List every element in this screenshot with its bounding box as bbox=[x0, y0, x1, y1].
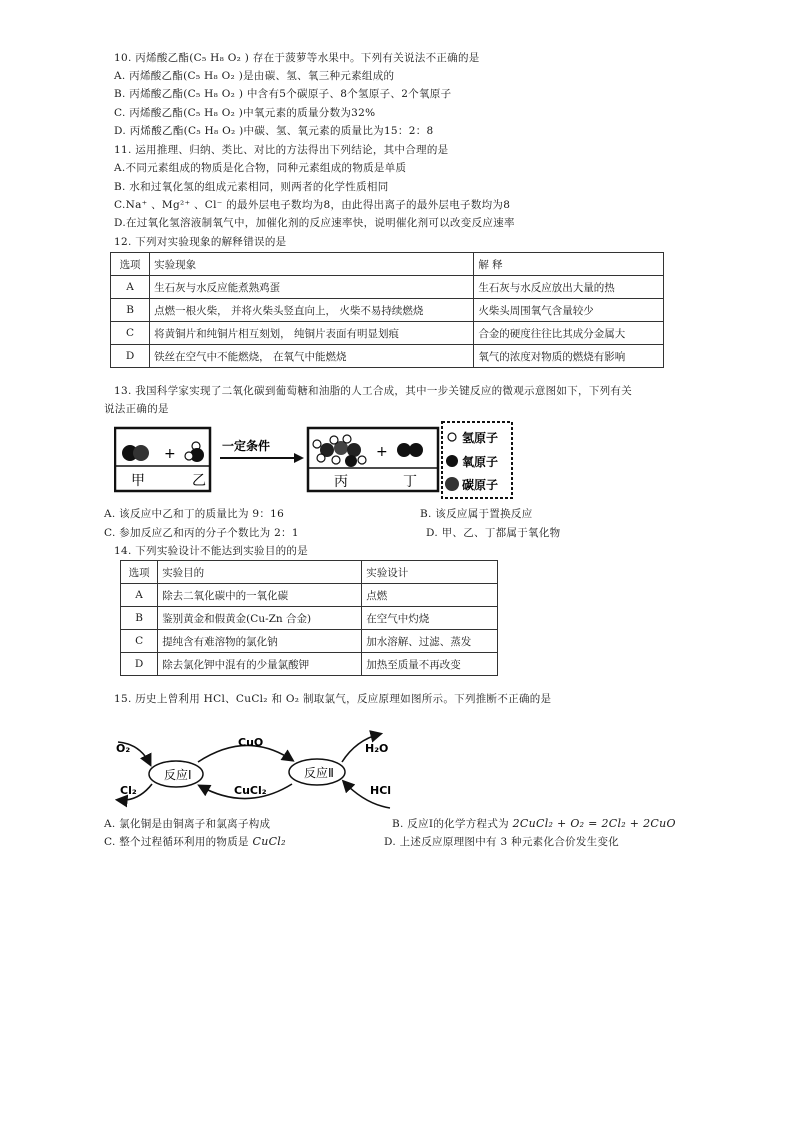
hydrogen-atom bbox=[185, 452, 193, 460]
table-cell: B bbox=[121, 607, 158, 630]
arrow-head bbox=[294, 453, 304, 463]
table-cell: 合金的硬度往往比其成分金属大 bbox=[474, 322, 664, 345]
table-header-cell: 选项 bbox=[121, 561, 158, 584]
cl2-label: Cl₂ bbox=[120, 784, 137, 797]
q15-option-c-text: C. 整个过程循环利用的物质是 bbox=[104, 836, 253, 848]
table-cell: 加水溶解、过滤、蒸发 bbox=[362, 630, 498, 653]
q11-option-b: B. 水和过氧化氢的组成元素相同，则两者的化学性质相同 bbox=[114, 181, 389, 193]
table-header-cell: 实验目的 bbox=[158, 561, 362, 584]
table-header-cell: 选项 bbox=[111, 253, 150, 276]
q11-stem: 11. 运用推理、归纳、类比、对比的方法得出下列结论，其中合理的是 bbox=[114, 144, 449, 156]
q10-option-d: D. 丙烯酸乙酯(C₅ H₈ O₂ )中碳、氢、氧元素的质量比为15：2：8 bbox=[114, 125, 434, 137]
q10-stem: 10. 丙烯酸乙酯(C₅ H₈ O₂ ) 存在于菠萝等水果中。下列有关说法不正确的是 bbox=[114, 52, 480, 64]
table-cell: 鉴别黄金和假黄金(Cu-Zn 合金) bbox=[158, 607, 362, 630]
table-cell: B bbox=[111, 299, 150, 322]
table-cell: 除去氯化钾中混有的少量氯酸钾 bbox=[158, 653, 362, 676]
table-row bbox=[111, 345, 664, 368]
table-cell: 铁丝在空气中不能燃烧， 在氧气中能燃烧 bbox=[150, 345, 474, 368]
table-cell: 氧气的浓度对物质的燃烧有影响 bbox=[474, 345, 664, 368]
q13-stem-line2: 说法正确的是 bbox=[104, 403, 169, 415]
reaction-1-label: 反应Ⅰ bbox=[164, 768, 192, 782]
legend-oxygen: 氧原子 bbox=[462, 455, 499, 469]
table-cell: 在空气中灼烧 bbox=[362, 607, 498, 630]
plus-sign: + bbox=[164, 446, 176, 462]
table-cell: 火柴头周围氧气含量较少 bbox=[474, 299, 664, 322]
table-cell: D bbox=[121, 653, 158, 676]
oxygen-atom bbox=[397, 443, 411, 457]
q13-reaction-diagram bbox=[114, 420, 514, 500]
hcl-label: HCl bbox=[370, 784, 392, 797]
q11-option-c: C.Na⁺ 、Mg²⁺ 、Cl⁻ 的最外层电子数均为8，由此得出离子的最外层电子数均为8 bbox=[114, 199, 511, 211]
table-cell: 点燃一根火柴， 并将火柴头竖直向上， 火柴不易持续燃烧 bbox=[150, 299, 474, 322]
q15-option-d: D. 上述反应原理图中有 3 种元素化合价发生变化 bbox=[384, 836, 620, 848]
cuo-label: CuO bbox=[238, 736, 264, 749]
q15-option-b-text: B. 反应Ⅰ的化学方程式为 bbox=[392, 818, 513, 830]
table-cell: C bbox=[121, 630, 158, 653]
q13-option-c: C. 参加反应乙和丙的分子个数比为 2：1 bbox=[104, 527, 299, 539]
product-box bbox=[308, 428, 438, 491]
q15-option-c-formula: CuCl₂ bbox=[252, 835, 286, 848]
oxygen-atom-legend-icon bbox=[446, 455, 458, 467]
table-row bbox=[121, 607, 498, 630]
oxygen-atom bbox=[347, 443, 361, 457]
oxygen-atom bbox=[345, 455, 357, 467]
q10-option-b: B. 丙烯酸乙酯(C₅ H₈ O₂ ) 中含有5个碳原子、8个氢原子、2个氧原子 bbox=[114, 88, 452, 100]
q13-option-b: B. 该反应属于置换反应 bbox=[420, 508, 533, 520]
reaction-2-label: 反应Ⅱ bbox=[304, 766, 334, 780]
table-header-cell: 实验现象 bbox=[150, 253, 474, 276]
table-cell: 生石灰与水反应放出大量的热 bbox=[474, 276, 664, 299]
q15-option-c bbox=[104, 835, 286, 849]
table-cell: A bbox=[111, 276, 150, 299]
table-header-row bbox=[111, 253, 664, 276]
q15-stem: 15. 历史上曾利用 HCl、CuCl₂ 和 O₂ 制取氯气，反应原理如图所示。下列推断不正确的是 bbox=[114, 693, 552, 705]
q15-option-a: A. 氯化铜是由铜离子和氯离子构成 bbox=[104, 818, 271, 830]
table-row bbox=[111, 299, 664, 322]
plus-sign: + bbox=[376, 444, 388, 460]
cucl2-label: CuCl₂ bbox=[234, 784, 267, 797]
q13-stem-line1: 13. 我国科学家实现了二氧化碳到葡萄糖和油脂的人工合成，其中一步关键反应的微观示意图如下，下列有关 bbox=[114, 385, 633, 397]
q11-option-a: A.不同元素组成的物质是化合物，同种元素组成的物质是单质 bbox=[114, 162, 407, 174]
reaction-condition: 一定条件 bbox=[222, 439, 271, 453]
q12-stem: 12. 下列对实验现象的解释错误的是 bbox=[114, 236, 287, 248]
h2o-label: H₂O bbox=[365, 742, 389, 755]
table-row bbox=[111, 276, 664, 299]
label-bing: 丙 bbox=[334, 474, 348, 490]
hydrogen-atom bbox=[313, 440, 321, 448]
q10-option-a: A. 丙烯酸乙酯(C₅ H₈ O₂ )是由碳、氢、氧三种元素组成的 bbox=[114, 70, 395, 82]
o2-label: O₂ bbox=[116, 742, 131, 755]
table-cell: 将黄铜片和纯铜片相互刻划， 纯铜片表面有明显划痕 bbox=[150, 322, 474, 345]
table-header-row bbox=[121, 561, 498, 584]
carbon-atom bbox=[133, 445, 149, 461]
table-cell: 除去二氧化碳中的一氧化碳 bbox=[158, 584, 362, 607]
table-row bbox=[121, 584, 498, 607]
table-cell: 加热至质量不再改变 bbox=[362, 653, 498, 676]
table-cell: 提纯含有难溶物的氯化钠 bbox=[158, 630, 362, 653]
q13-option-a: A. 该反应中乙和丁的质量比为 9：16 bbox=[104, 508, 285, 520]
table-row bbox=[121, 630, 498, 653]
q12-table bbox=[110, 252, 664, 368]
legend-carbon: 碳原子 bbox=[462, 478, 499, 492]
q15-option-b-equation: 2CuCl₂ + O₂ = 2Cl₂ + 2CuO bbox=[512, 817, 676, 830]
q13-option-d: D. 甲、乙、丁都属于氧化物 bbox=[426, 527, 561, 539]
table-cell: A bbox=[121, 584, 158, 607]
table-cell: 点燃 bbox=[362, 584, 498, 607]
hydrogen-atom bbox=[343, 435, 351, 443]
label-yi: 乙 bbox=[192, 473, 206, 489]
hydrogen-atom bbox=[330, 436, 338, 444]
hydrogen-atom-legend-icon bbox=[448, 433, 456, 441]
label-jia: 甲 bbox=[131, 473, 145, 489]
q11-option-d: D.在过氧化氢溶液制氧气中，加催化剂的反应速率快，说明催化剂可以改变反应速率 bbox=[114, 217, 515, 229]
table-header-cell: 解 释 bbox=[474, 253, 664, 276]
oxygen-atom bbox=[409, 443, 423, 457]
label-ding: 丁 bbox=[403, 474, 417, 490]
hydrogen-atom bbox=[317, 454, 325, 462]
q14-table bbox=[120, 560, 498, 676]
table-cell: D bbox=[111, 345, 150, 368]
table-row bbox=[111, 322, 664, 345]
table-row bbox=[121, 653, 498, 676]
carbon-atom-legend-icon bbox=[445, 477, 459, 491]
hydrogen-atom bbox=[332, 456, 340, 464]
legend-hydrogen: 氢原子 bbox=[462, 431, 499, 445]
q14-stem: 14. 下列实验设计不能达到实验目的的是 bbox=[114, 545, 309, 557]
q15-cycle-diagram bbox=[110, 722, 410, 812]
table-cell: C bbox=[111, 322, 150, 345]
hydrogen-atom bbox=[358, 456, 366, 464]
table-cell: 生石灰与水反应能煮熟鸡蛋 bbox=[150, 276, 474, 299]
table-header-cell: 实验设计 bbox=[362, 561, 498, 584]
q15-option-b bbox=[392, 817, 676, 831]
q10-option-c: C. 丙烯酸乙酯(C₅ H₈ O₂ )中氧元素的质量分数为32% bbox=[114, 107, 376, 119]
